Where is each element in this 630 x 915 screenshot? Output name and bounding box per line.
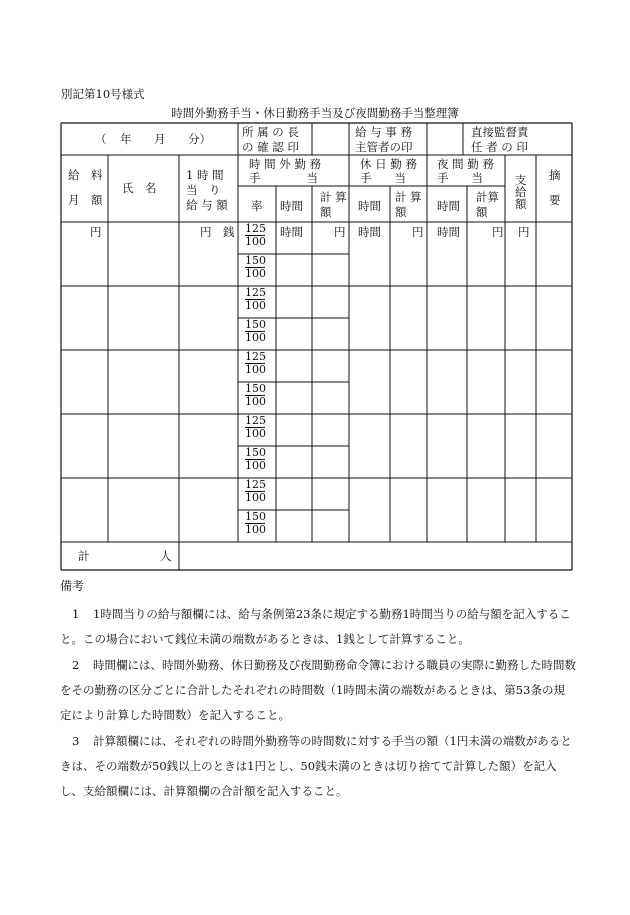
col-night-label-1: 夜 間 勤 務 [437, 157, 494, 171]
note-item [60, 602, 576, 652]
col-overtime-hours-label: 時間 [280, 199, 303, 213]
confirm-payroll-label-1: 給 与 事 務 [355, 125, 412, 139]
col-overtime-label-2: 手 当 [249, 171, 318, 185]
note-number: 3 [72, 734, 80, 748]
rate-fraction [245, 223, 265, 248]
total-row-unit: 人 [160, 549, 172, 563]
col-remarks-label-2: 要 [549, 193, 561, 207]
rate-denominator: 100 [245, 299, 266, 312]
col-overtime-calc-label-2: 額 [320, 205, 332, 219]
document-title: 時間外勤務手当・休日勤務手当及び夜間勤務手当整理簿 [171, 106, 459, 120]
col-holiday-calc-label-2: 額 [395, 205, 407, 219]
rate-denominator: 100 [245, 363, 266, 376]
rate-denominator: 100 [245, 427, 266, 440]
col-salary-label-1: 給 料 [68, 168, 103, 182]
col-salary-label-2: 月 額 [68, 193, 103, 207]
rate-denominator: 100 [245, 331, 266, 344]
col-night-calc-label-2: 額 [476, 205, 488, 219]
note-text: 1時間当りの給与額欄には、給与条例第23条に規定する勤務1時間当りの給与額を記入すること。この場合において銭位未満の端数があるときは、1銭として計算すること。 [60, 607, 571, 646]
unit-overtime-yen: 円 [334, 225, 346, 239]
rate-fraction [245, 511, 265, 536]
rate-numerator: 150 [245, 382, 266, 395]
col-payment-label-3: 額 [515, 197, 527, 211]
period-month-label: 月 [154, 132, 166, 146]
rate-numerator: 125 [245, 286, 266, 299]
col-hourly-label-1: 1 時 間 [186, 168, 224, 182]
unit-hourly-yen-sen: 円 銭 [200, 225, 235, 239]
note-item [60, 729, 576, 804]
confirm-head-label-1: 所 属 の 長 [242, 125, 299, 139]
note-number: 2 [72, 658, 80, 672]
rate-numerator: 150 [245, 510, 266, 523]
rate-fraction [245, 415, 265, 440]
col-night-label-2: 手 当 [437, 171, 483, 185]
rate-denominator: 100 [245, 459, 266, 472]
confirm-supervisor-label-1: 直接監督責 [471, 125, 529, 139]
unit-overtime-hours: 時間 [280, 225, 303, 239]
rate-denominator: 100 [245, 267, 266, 280]
unit-holiday-yen: 円 [412, 225, 424, 239]
rate-numerator: 150 [245, 254, 266, 267]
rate-numerator: 125 [245, 478, 266, 491]
period-open-paren: （ [95, 132, 107, 146]
unit-night-hours: 時間 [437, 225, 460, 239]
unit-night-yen: 円 [492, 225, 504, 239]
col-overtime-calc-label-1: 計 算 [320, 190, 347, 204]
form-identifier: 別記第10号様式 [61, 87, 145, 101]
confirm-head-label-2: の 確 認 印 [242, 140, 299, 154]
col-overtime-label-1: 時 間 外 勤 務 [249, 157, 322, 171]
notes-heading: 備考 [60, 579, 85, 593]
col-payment-label-2: 給 [515, 185, 527, 199]
rate-numerator: 150 [245, 446, 266, 459]
rate-denominator: 100 [245, 523, 266, 536]
confirm-payroll-label-2: 主管者の印 [355, 140, 413, 154]
rate-numerator: 125 [245, 222, 266, 235]
col-rate-label: 率 [251, 199, 263, 213]
rate-fraction [245, 287, 265, 312]
rate-fraction [245, 383, 265, 408]
unit-payment-yen: 円 [518, 225, 530, 239]
rate-fraction [245, 351, 265, 376]
rate-numerator: 125 [245, 350, 266, 363]
note-text: 時間欄には、時間外勤務、休日勤務及び夜間勤務命令簿における職員の実際に勤務した時間数をその勤務の区分ごとに合計したそれぞれの時間数（1時間未満の端数があるときは、第53条の規定により計算した時間数）を記入すること。 [60, 658, 576, 722]
col-night-calc-label-1: 計算 [476, 190, 499, 204]
note-number: 1 [72, 607, 80, 621]
unit-holiday-hours: 時間 [358, 225, 381, 239]
rate-fraction [245, 255, 265, 280]
rate-numerator: 125 [245, 414, 266, 427]
rate-fraction [245, 447, 265, 472]
col-holiday-label-2: 手 当 [360, 171, 406, 185]
rate-denominator: 100 [245, 491, 266, 504]
period-year-label: 年 [120, 132, 132, 146]
col-hourly-label-3: 給 与 額 [186, 198, 228, 212]
unit-salary-yen: 円 [90, 225, 102, 239]
note-text: 計算額欄には、それぞれの時間外勤務等の時間数に対する手当の額（1円未満の端数があるときは、その端数が50銭以上のときは1円とし、50銭未満のときは切り捨てて計算した額）を記入し、支給額欄には、計算額欄の合計額を記入すること。 [60, 734, 572, 798]
col-holiday-label-1: 休 日 勤 務 [360, 157, 417, 171]
col-holiday-hours-label: 時間 [358, 199, 381, 213]
col-name-label: 氏 名 [122, 181, 157, 195]
col-holiday-calc-label-1: 計 算 [395, 190, 422, 204]
rate-denominator: 100 [245, 235, 266, 248]
rate-fraction [245, 319, 265, 344]
note-item [60, 653, 576, 728]
confirm-supervisor-label-2: 任 者 の 印 [471, 140, 528, 154]
period-end-label: 分） [188, 132, 211, 146]
col-remarks-label-1: 摘 [549, 168, 561, 182]
col-payment-label-1: 支 [515, 173, 527, 187]
rate-numerator: 150 [245, 318, 266, 331]
col-hourly-label-2: 当 り [186, 183, 221, 197]
total-row-label: 計 [78, 549, 90, 563]
rate-fraction [245, 479, 265, 504]
rate-denominator: 100 [245, 395, 266, 408]
col-night-hours-label: 時間 [437, 199, 460, 213]
